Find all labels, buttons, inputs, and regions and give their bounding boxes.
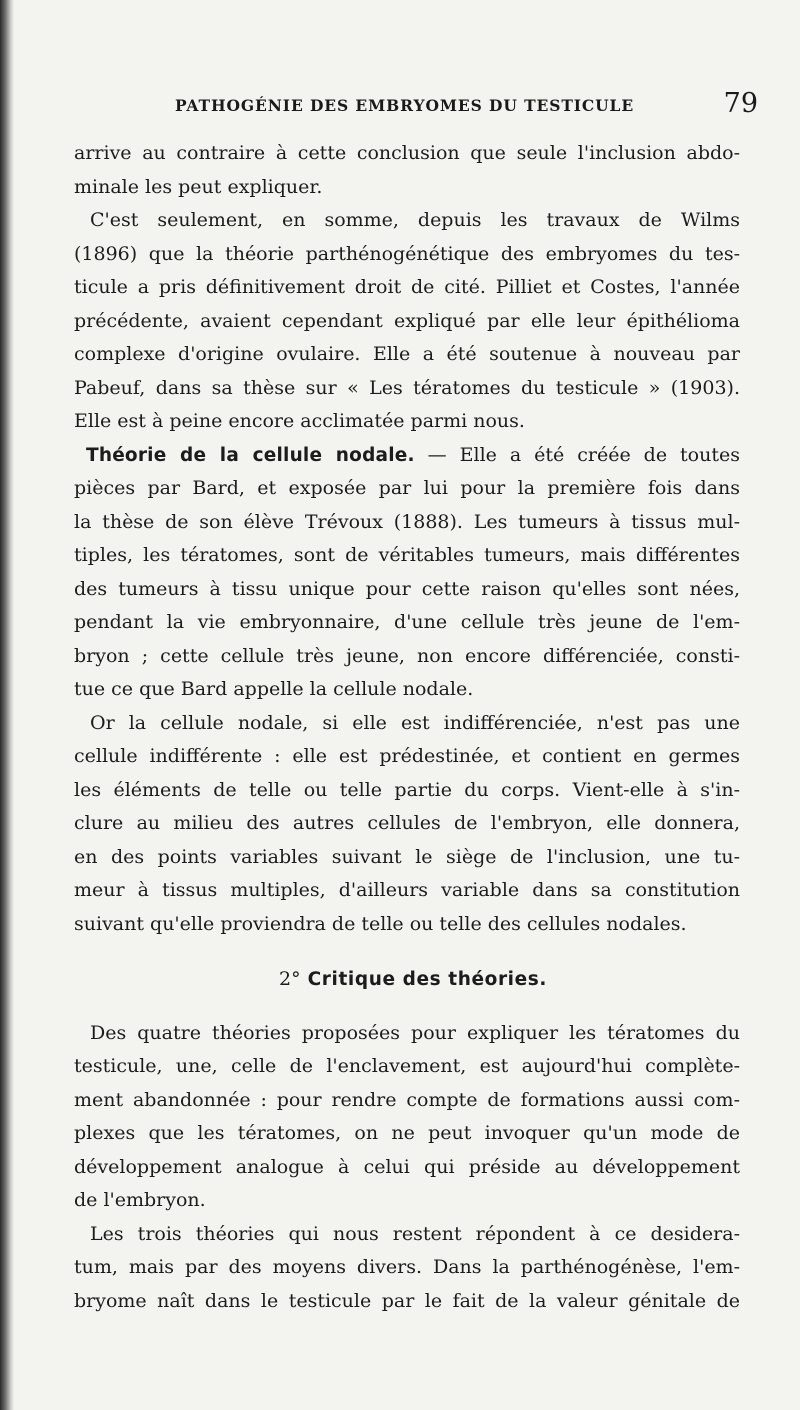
- body-text: [74, 137, 740, 1318]
- text-line: bryome naît dans le testicule par le fait de la valeur génitale de: [74, 1289, 740, 1312]
- paragraph-heading: Théorie de la cellule nodale.: [86, 444, 415, 466]
- text-line: tiples, les tératomes, sont de véritables tumeurs, mais différentes: [74, 544, 740, 566]
- section-heading: [74, 963, 740, 997]
- text-line: ment abandonnée : pour rendre compte de formations aussi com-: [74, 1088, 740, 1111]
- text-line: testicule, une, celle de l'enclavement, est aujourd'hui complète-: [74, 1055, 740, 1077]
- text-line: de l'embryon.: [74, 1189, 206, 1211]
- page-header: [175, 88, 758, 122]
- binding-gutter: [0, 0, 14, 1410]
- text-line: ticule a pris définitivement droit de cité. Pilliet et Costes, l'année: [74, 276, 740, 298]
- text-line: pendant la vie embryonnaire, d'une cellule très jeune de l'em-: [74, 611, 740, 633]
- text-line: plexes que les tératomes, on ne peut invoquer qu'un mode de: [74, 1122, 740, 1144]
- text-line: Or la cellule nodale, si elle est indifférenciée, n'est pas une: [90, 711, 740, 734]
- text-fragment: — Elle a été créée de toutes: [414, 443, 740, 466]
- text-line-with-heading: [74, 439, 740, 473]
- text-line: pièces par Bard, et exposée par lui pour la première fois dans: [74, 477, 740, 499]
- text-line: suivant qu'elle proviendra de telle ou telle des cellules nodales.: [74, 912, 687, 935]
- text-line: développement analogue à celui qui préside au développement: [74, 1155, 740, 1178]
- text-line: meur à tissus multiples, d'ailleurs variable dans sa constitution: [74, 879, 740, 901]
- section-title: Critique des théories.: [300, 969, 548, 990]
- text-line: arrive au contraire à cette conclusion que seule l'inclusion abdo-: [74, 142, 740, 164]
- text-line: cellule indifférente : elle est prédestinée, et contient en germes: [74, 745, 740, 767]
- text-line: Pabeuf, dans sa thèse sur « Les tératomes du testicule » (1903).: [74, 376, 740, 399]
- text-line: Elle est à peine encore acclimatée parmi nous.: [74, 410, 525, 432]
- text-line: tum, mais par des moyens divers. Dans la parthénogénèse, l'em-: [74, 1256, 740, 1278]
- text-line: Les trois théories qui nous restent répondent à ce desidera-: [90, 1222, 740, 1245]
- text-line: les éléments de telle ou telle partie du corps. Vient-elle à s'in-: [74, 778, 740, 801]
- text-line: la thèse de son élève Trévoux (1888). Les tumeurs à tissus mul-: [74, 510, 740, 533]
- text-line: C'est seulement, en somme, depuis les travaux de Wilms: [90, 209, 740, 231]
- text-line: bryon ; cette cellule très jeune, non encore différenciée, consti-: [74, 644, 740, 667]
- page-number: 79: [723, 88, 758, 119]
- text-line: en des points variables suivant le siège de l'inclusion, une tu-: [74, 845, 740, 868]
- running-title: PATHOGÉNIE DES EMBRYOMES DU TESTICULE: [175, 96, 635, 115]
- text-line: tue ce que Bard appelle la cellule nodale.: [74, 678, 474, 700]
- text-line: complexe d'origine ovulaire. Elle a été soutenue à nouveau par: [74, 343, 740, 365]
- text-line: clure au milieu des autres cellules de l'embryon, elle donnera,: [74, 812, 740, 834]
- text-line: Des quatre théories proposées pour expliquer les tératomes du: [90, 1021, 740, 1044]
- text-line: (1896) que la théorie parthénogénétique des embryomes du tes-: [74, 242, 740, 265]
- text-line: des tumeurs à tissu unique pour cette raison qu'elles sont nées,: [74, 577, 740, 600]
- text-line: minale les peut expliquer.: [74, 175, 323, 198]
- section-number: 2°: [278, 968, 301, 990]
- text-line: précédente, avaient cependant expliqué par elle leur épithélioma: [74, 309, 740, 332]
